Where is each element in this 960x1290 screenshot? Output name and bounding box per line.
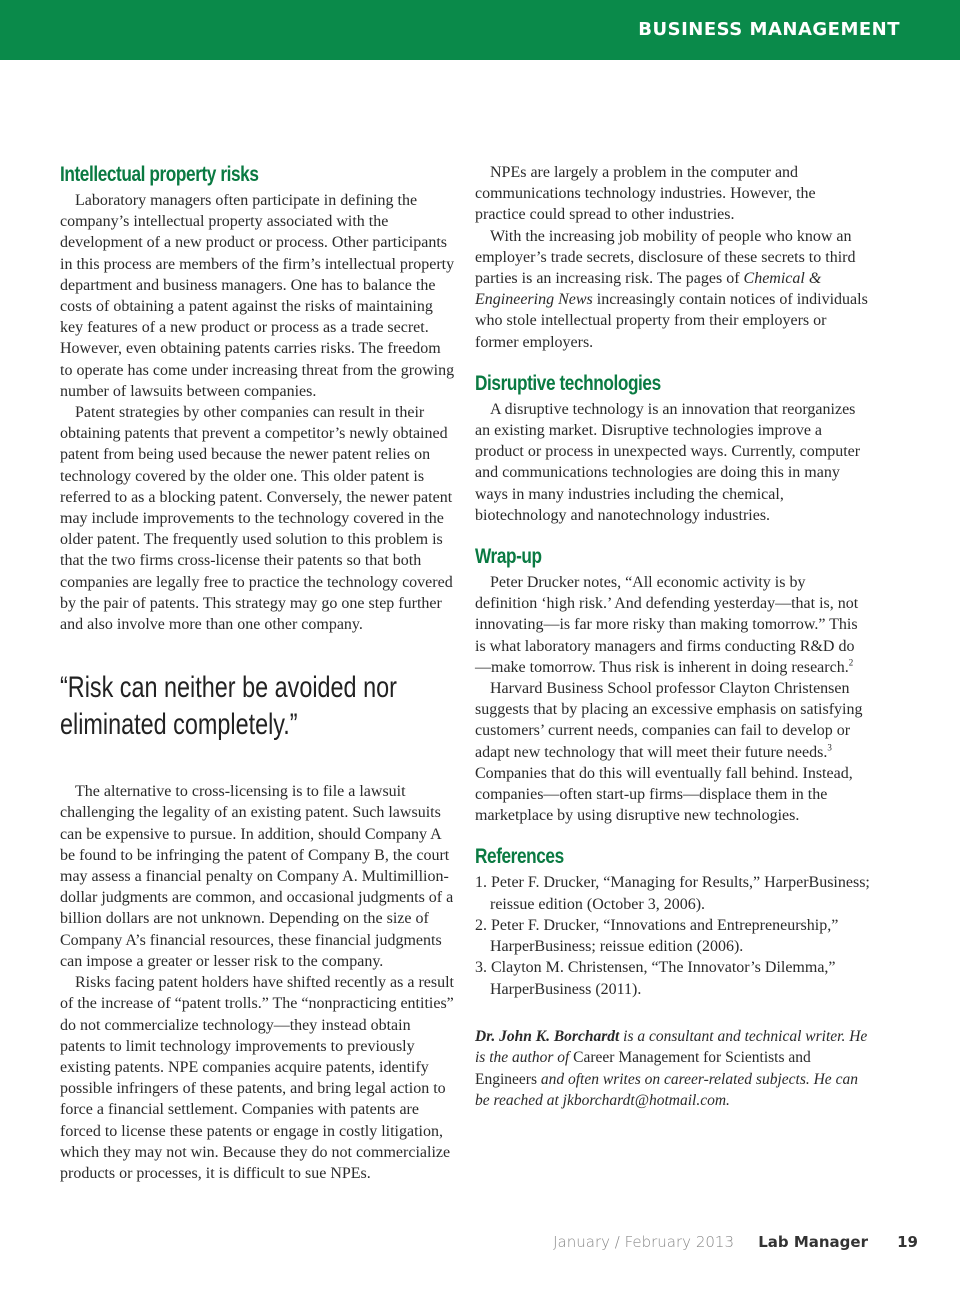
- bio-text: and often writes on career-related subjects. He can be reached at jkborchardt@hotmail.com.: [475, 1070, 858, 1110]
- heading-intellectual-property-risks: Intellectual property risks: [60, 163, 259, 186]
- reference-item: 1. Peter F. Drucker, “Managing for Results,” HarperBusiness; reissue edition (October 3, 2006).: [475, 874, 870, 913]
- author-bio: [475, 1026, 870, 1112]
- pull-quote: “Risk can neither be avoided nor eliminated completely.”: [60, 671, 397, 742]
- references-list: [475, 872, 870, 999]
- right-column: [475, 162, 870, 1112]
- heading-references: References: [475, 845, 564, 869]
- paragraph-text: increasingly contain notices of individuals who stole intellectual property from their employers or former employers.: [475, 291, 868, 351]
- reference-item: 3. Clayton M. Christensen, “The Innovator’s Dilemma,” HarperBusiness (2011).: [475, 959, 836, 998]
- page-footer: [0, 1233, 960, 1255]
- paragraph: [475, 678, 870, 826]
- paragraph: Risks facing patent holders have shifted recently as a result of the increase of “patent trolls.” The “nonpracticing entities” do not commercialize technology—they instead obtain patents to limit technology improvements to previously existing patents. NPE companies acquire patents, identify possible infringers of these patents, and bring legal action to force a financial settlement. Companies with patents are forced to license these patents or engage in costly litigation, which they may not win. Because they do not commercialize products or processes, it is difficult to sue NPEs.: [60, 974, 454, 1182]
- issue-date: January / February 2013: [553, 1233, 734, 1251]
- footnote-ref: 2: [848, 657, 854, 668]
- paragraph: Patent strategies by other companies can result in their obtaining patents that prevent a competitor’s newly obtained patent from being used because the newer patent relies on technology covered by the older one. This older patent is referred to as a blocking patent. Conversely, the newer patent may include improvements to the technology covered in the older patent. The frequently used solution to this problem is that the two firms cross-license their patents so that both companies are legally free to practice the technology covered by the pair of patents. This strategy may go one step further and also involve more than one other company.: [60, 404, 453, 634]
- reference-item: 2. Peter F. Drucker, “Innovations and Entrepreneurship,” HarperBusiness; reissue edition (2006).: [475, 916, 839, 956]
- heading-disruptive-technologies: Disruptive technologies: [475, 371, 661, 395]
- page-number: 19: [897, 1233, 918, 1251]
- paragraph: The alternative to cross-licensing is to file a lawsuit challenging the legality of an existing patent. Such lawsuits can be expensive to pursue. In addition, should Company A be found to be infringing the patent of Company B, the court may assess a financial penalty on Company A. Multimillion-dollar judgments are common, and occasional judgments of a billion dollars are not unknown. Depending on the size of Company A’s financial resources, these financial judgments can impose a greater or lesser risk to the company.: [60, 783, 454, 970]
- bio-text: is a consultant and technical writer. He is the author of: [475, 1027, 868, 1067]
- paragraph-text: Peter Drucker notes, “All economic activity is by definition ‘high risk.’ And defending yesterday—that is, not innovating—is far more risky than making tomorrow.” This is what laboratory managers and firms conducting R&D do—make tomorrow. Thus risk is inherent in doing research.: [475, 574, 859, 676]
- paragraph-text: Companies that do this will eventually fall behind. Instead, companies—often start-up firms—displace them in the marketplace by using disruptive new technologies.: [475, 764, 853, 825]
- left-column: [60, 160, 455, 1184]
- paragraph: Laboratory managers often participate in defining the company’s intellectual property associated with the development of a new product or process. Other participants in this process are members of the firm’s intellectual property department and business managers. One has to balance the costs of obtaining a patent against the risks of maintaining key features of a new product or process as a trade secret. However, even obtaining patents carries risks. The freedom to operate has come under increasing threat from the growing number of lawsuits between companies.: [60, 192, 455, 400]
- heading-wrap-up: Wrap-up: [475, 545, 542, 569]
- paragraph: [475, 226, 870, 353]
- magazine-name: Lab Manager: [758, 1233, 868, 1251]
- footnote-ref: 3: [827, 742, 832, 753]
- paragraph: A disruptive technology is an innovation that reorganizes an existing market. Disruptive technologies improve a product or process in unexpected ways. Currently, computer and communications technologies are doing this in many ways in many industries including the chemical, biotechnology and nanotechnology industries.: [475, 400, 861, 524]
- paragraph-text: With the increasing job mobility of people who know an employer’s trade secrets, disclosure of these secrets to third parties is an increasing risk. The pages of: [475, 227, 856, 288]
- paragraph-text: Harvard Business School professor Clayton Christensen suggests that by placing an excessive emphasis on satisfying customers’ current needs, companies can fail to develop or adapt new technology that will meet their future needs.: [475, 680, 863, 761]
- journal-title: Chemical & Engineering News: [475, 270, 822, 309]
- section-title: BUSINESS MANAGEMENT: [638, 19, 900, 40]
- paragraph: [475, 572, 870, 678]
- paragraph: NPEs are largely a problem in the computer and communications technology industries. However, the practice could spread to other industries.: [475, 164, 816, 224]
- book-title: Career Management for Scientists and Engineers: [475, 1049, 811, 1088]
- section-header-bar: [0, 0, 960, 60]
- author-name: Dr. John K. Borchardt: [475, 1027, 620, 1045]
